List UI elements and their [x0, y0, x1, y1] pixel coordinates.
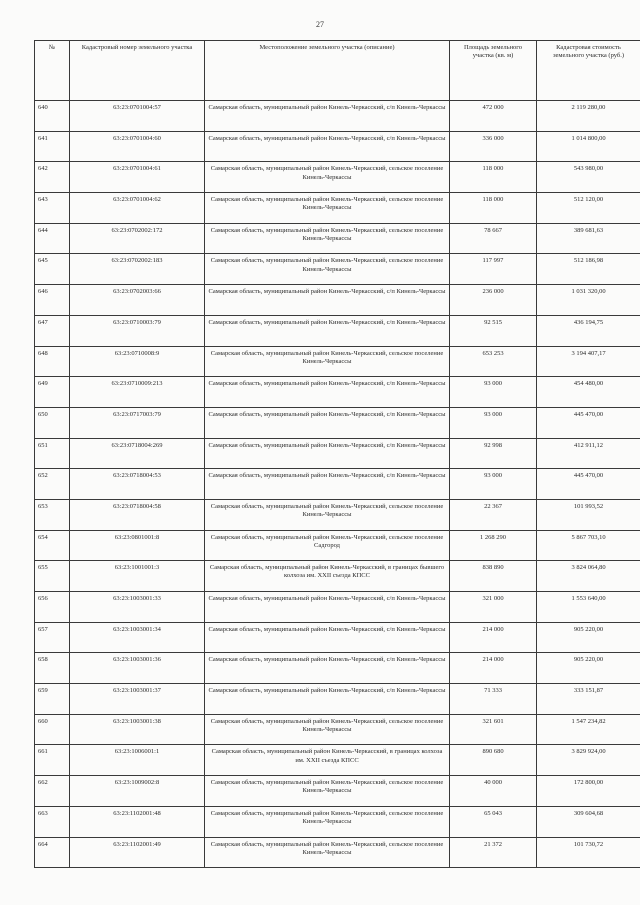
- header-cadastral-number: Кадастровый номер земельного участка: [70, 41, 205, 101]
- area-cell: 71 333: [450, 684, 537, 715]
- row-number: 652: [35, 469, 70, 500]
- cost-cell: 512 186,98: [537, 254, 640, 285]
- location-cell: Самарская область, муниципальный район Кинель-Черкасский, с/п Кинель-Черкассы: [205, 407, 450, 438]
- cost-cell: 309 604,68: [537, 806, 640, 837]
- cost-cell: 1 014 800,00: [537, 131, 640, 162]
- cost-cell: 905 220,00: [537, 622, 640, 653]
- table-row: [35, 315, 640, 346]
- cost-cell: 5 867 703,10: [537, 530, 640, 561]
- table-row: [35, 223, 640, 254]
- table-row: [35, 745, 640, 776]
- area-cell: 21 372: [450, 837, 537, 868]
- cadastral-number-cell: 63:23:1003001:34: [70, 622, 205, 653]
- area-cell: 214 000: [450, 622, 537, 653]
- row-number: 662: [35, 776, 70, 807]
- cadastral-number-cell: 63:23:0701004:61: [70, 162, 205, 193]
- cost-cell: 512 120,00: [537, 193, 640, 224]
- location-cell: Самарская область, муниципальный район Кинель-Черкасский, в границах колхоза им. XXII съезда КПСС: [205, 745, 450, 776]
- cadastral-number-cell: 63:23:0710009:213: [70, 377, 205, 408]
- cadastral-number-cell: 63:23:0702002:183: [70, 254, 205, 285]
- row-number: 644: [35, 223, 70, 254]
- location-cell: Самарская область, муниципальный район Кинель-Черкасский, сельское поселение Кинель-Черкассы: [205, 223, 450, 254]
- cost-cell: 445 470,00: [537, 407, 640, 438]
- area-cell: 93 000: [450, 377, 537, 408]
- location-cell: Самарская область, муниципальный район Кинель-Черкасский, с/п Кинель-Черкассы: [205, 377, 450, 408]
- row-number: 651: [35, 438, 70, 469]
- area-cell: 336 000: [450, 131, 537, 162]
- cadastral-number-cell: 63:23:0718004:269: [70, 438, 205, 469]
- cost-cell: 1 031 320,00: [537, 285, 640, 316]
- area-cell: 321 000: [450, 592, 537, 623]
- cadastral-number-cell: 63:23:1009002:8: [70, 776, 205, 807]
- row-number: 656: [35, 592, 70, 623]
- cadastral-number-cell: 63:23:0701004:62: [70, 193, 205, 224]
- area-cell: 78 667: [450, 223, 537, 254]
- area-cell: 653 253: [450, 346, 537, 377]
- cost-cell: 1 547 234,82: [537, 714, 640, 745]
- table-row: [35, 438, 640, 469]
- area-cell: 65 043: [450, 806, 537, 837]
- cadastral-number-cell: 63:23:0710003:79: [70, 315, 205, 346]
- area-cell: 214 000: [450, 653, 537, 684]
- area-cell: 838 890: [450, 561, 537, 592]
- cadastral-number-cell: 63:23:1003001:33: [70, 592, 205, 623]
- area-cell: 1 268 290: [450, 530, 537, 561]
- table-row: [35, 806, 640, 837]
- row-number: 661: [35, 745, 70, 776]
- table-header-row: [35, 41, 640, 101]
- table-row: [35, 162, 640, 193]
- cadastral-number-cell: 63:23:1003001:36: [70, 653, 205, 684]
- location-cell: Самарская область, муниципальный район Кинель-Черкасский, сельское поселение Кинель-Черкассы: [205, 714, 450, 745]
- table-row: [35, 254, 640, 285]
- page-number: 27: [316, 20, 324, 29]
- area-cell: 92 998: [450, 438, 537, 469]
- cost-cell: 543 980,00: [537, 162, 640, 193]
- header-area: Площадь земельного участка (кв. м): [450, 41, 537, 101]
- cost-cell: 3 824 064,80: [537, 561, 640, 592]
- area-cell: 40 000: [450, 776, 537, 807]
- cadastral-number-cell: 63:23:0710008:9: [70, 346, 205, 377]
- location-cell: Самарская область, муниципальный район Кинель-Черкасский, с/п Кинель-Черкассы: [205, 592, 450, 623]
- table-row: [35, 131, 640, 162]
- location-cell: Самарская область, муниципальный район Кинель-Черкасский, с/п Кинель-Черкассы: [205, 653, 450, 684]
- table-row: [35, 561, 640, 592]
- location-cell: Самарская область, муниципальный район Кинель-Черкасский, с/п Кинель-Черкассы: [205, 285, 450, 316]
- cost-cell: 389 681,63: [537, 223, 640, 254]
- row-number: 645: [35, 254, 70, 285]
- location-cell: Самарская область, муниципальный район Кинель-Черкасский, сельское поселение Садгород: [205, 530, 450, 561]
- row-number: 649: [35, 377, 70, 408]
- row-number: 642: [35, 162, 70, 193]
- row-number: 640: [35, 101, 70, 132]
- table-row: [35, 499, 640, 530]
- location-cell: Самарская область, муниципальный район Кинель-Черкасский, сельское поселение Кинель-Черкассы: [205, 776, 450, 807]
- header-number: №: [35, 41, 70, 101]
- cadastral-number-cell: 63:23:0701004:57: [70, 101, 205, 132]
- row-number: 647: [35, 315, 70, 346]
- cadastral-number-cell: 63:23:0702003:66: [70, 285, 205, 316]
- row-number: 648: [35, 346, 70, 377]
- cadastral-number-cell: 63:23:0718004:58: [70, 499, 205, 530]
- area-cell: 117 997: [450, 254, 537, 285]
- cadastral-number-cell: 63:23:0717003:79: [70, 407, 205, 438]
- table-row: [35, 684, 640, 715]
- location-cell: Самарская область, муниципальный район Кинель-Черкасский, с/п Кинель-Черкассы: [205, 684, 450, 715]
- row-number: 655: [35, 561, 70, 592]
- location-cell: Самарская область, муниципальный район Кинель-Черкасский, с/п Кинель-Черкассы: [205, 469, 450, 500]
- table-row: [35, 622, 640, 653]
- table-row: [35, 592, 640, 623]
- location-cell: Самарская область, муниципальный район Кинель-Черкасский, сельское поселение Кинель-Черкассы: [205, 162, 450, 193]
- header-cadastral-cost: Кадастровая стоимость земельного участка (руб.): [537, 41, 640, 101]
- area-cell: 118 000: [450, 162, 537, 193]
- cadastral-number-cell: 63:23:0701004:60: [70, 131, 205, 162]
- location-cell: Самарская область, муниципальный район Кинель-Черкасский, с/п Кинель-Черкассы: [205, 131, 450, 162]
- area-cell: 93 000: [450, 469, 537, 500]
- location-cell: Самарская область, муниципальный район Кинель-Черкасский, в границах бывшего колхоза им. XXII съезда КПСС: [205, 561, 450, 592]
- cost-cell: 412 911,12: [537, 438, 640, 469]
- area-cell: 93 000: [450, 407, 537, 438]
- table-row: [35, 377, 640, 408]
- cost-cell: 172 800,00: [537, 776, 640, 807]
- header-location: Местоположение земельного участка (описание): [205, 41, 450, 101]
- location-cell: Самарская область, муниципальный район Кинель-Черкасский, сельское поселение Кинель-Черкассы: [205, 193, 450, 224]
- cost-cell: 3 194 407,17: [537, 346, 640, 377]
- location-cell: Самарская область, муниципальный район Кинель-Черкасский, с/п Кинель-Черкассы: [205, 622, 450, 653]
- location-cell: Самарская область, муниципальный район Кинель-Черкасский, с/п Кинель-Черкассы: [205, 438, 450, 469]
- cadastral-number-cell: 63:23:0702002:172: [70, 223, 205, 254]
- location-cell: Самарская область, муниципальный район Кинель-Черкасский, сельское поселение Кинель-Черкассы: [205, 346, 450, 377]
- table-row: [35, 714, 640, 745]
- table-row: [35, 285, 640, 316]
- cadastral-number-cell: 63:23:1001001:3: [70, 561, 205, 592]
- cadastral-number-cell: 63:23:0801001:8: [70, 530, 205, 561]
- table-row: [35, 407, 640, 438]
- location-cell: Самарская область, муниципальный район Кинель-Черкасский, с/п Кинель-Черкассы: [205, 101, 450, 132]
- cadastral-number-cell: 63:23:1003001:38: [70, 714, 205, 745]
- row-number: 658: [35, 653, 70, 684]
- row-number: 653: [35, 499, 70, 530]
- row-number: 646: [35, 285, 70, 316]
- row-number: 659: [35, 684, 70, 715]
- table-row: [35, 776, 640, 807]
- location-cell: Самарская область, муниципальный район Кинель-Черкасский, сельское поселение Кинель-Черкассы: [205, 499, 450, 530]
- location-cell: Самарская область, муниципальный район Кинель-Черкасский, сельское поселение Кинель-Черкассы: [205, 806, 450, 837]
- row-number: 650: [35, 407, 70, 438]
- location-cell: Самарская область, муниципальный район Кинель-Черкасский, с/п Кинель-Черкассы: [205, 315, 450, 346]
- table-row: [35, 530, 640, 561]
- cadastral-number-cell: 63:23:1102001:48: [70, 806, 205, 837]
- land-plots-table: [34, 40, 640, 868]
- table-row: [35, 101, 640, 132]
- table-row: [35, 346, 640, 377]
- cost-cell: 454 480,00: [537, 377, 640, 408]
- row-number: 654: [35, 530, 70, 561]
- row-number: 660: [35, 714, 70, 745]
- location-cell: Самарская область, муниципальный район Кинель-Черкасский, сельское поселение Кинель-Черкассы: [205, 254, 450, 285]
- row-number: 643: [35, 193, 70, 224]
- area-cell: 321 601: [450, 714, 537, 745]
- area-cell: 890 680: [450, 745, 537, 776]
- cost-cell: 905 220,00: [537, 653, 640, 684]
- table-row: [35, 193, 640, 224]
- cadastral-number-cell: 63:23:1006001:1: [70, 745, 205, 776]
- area-cell: 236 000: [450, 285, 537, 316]
- area-cell: 22 367: [450, 499, 537, 530]
- cost-cell: 445 470,00: [537, 469, 640, 500]
- row-number: 657: [35, 622, 70, 653]
- location-cell: Самарская область, муниципальный район Кинель-Черкасский, сельское поселение Кинель-Черкассы: [205, 837, 450, 868]
- area-cell: 472 000: [450, 101, 537, 132]
- table-row: [35, 837, 640, 868]
- cadastral-number-cell: 63:23:1003001:37: [70, 684, 205, 715]
- row-number: 663: [35, 806, 70, 837]
- table-body: [35, 101, 640, 868]
- row-number: 641: [35, 131, 70, 162]
- cost-cell: 101 993,52: [537, 499, 640, 530]
- cadastral-number-cell: 63:23:0718004:53: [70, 469, 205, 500]
- table-row: [35, 469, 640, 500]
- area-cell: 92 515: [450, 315, 537, 346]
- table-row: [35, 653, 640, 684]
- cadastral-number-cell: 63:23:1102001:49: [70, 837, 205, 868]
- area-cell: 118 000: [450, 193, 537, 224]
- cost-cell: 3 829 924,00: [537, 745, 640, 776]
- cost-cell: 101 730,72: [537, 837, 640, 868]
- cost-cell: 333 151,87: [537, 684, 640, 715]
- cost-cell: 1 553 640,00: [537, 592, 640, 623]
- cost-cell: 436 194,75: [537, 315, 640, 346]
- row-number: 664: [35, 837, 70, 868]
- cost-cell: 2 119 280,00: [537, 101, 640, 132]
